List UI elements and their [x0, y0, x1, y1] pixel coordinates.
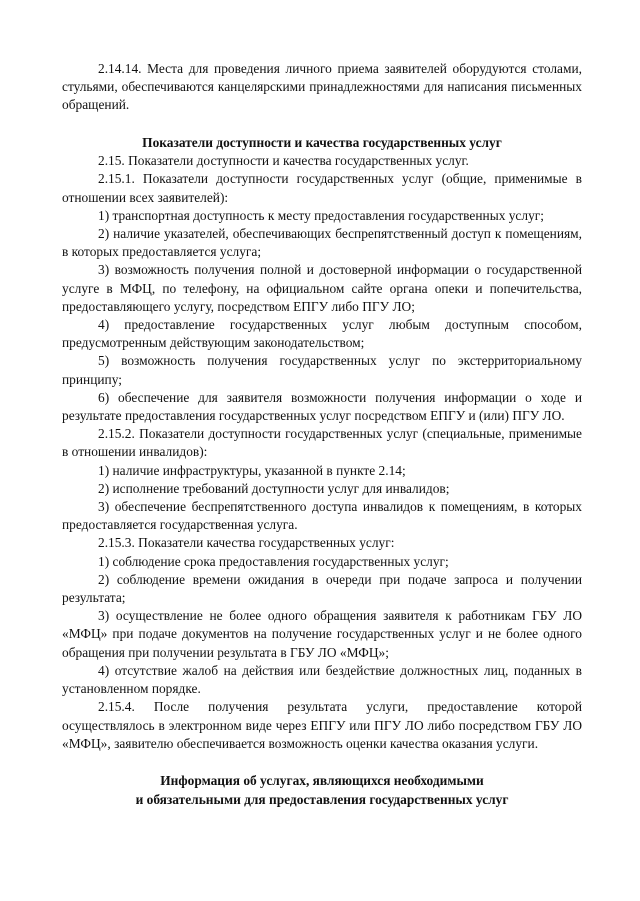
paragraph: 2.15.3. Показатели качества государственных услуг: [98, 535, 395, 551]
paragraph: 2.15.2. Показатели доступности государственных услуг (специальные, применимые в отношении инвалидов): [62, 426, 582, 460]
intro-block [62, 60, 582, 115]
list-item: 2) наличие указателей, обеспечивающих беспрепятственный доступ к помещениям, в которых предоставляется услуга; [62, 226, 582, 260]
section-required-services [62, 772, 582, 809]
list-item: 3) возможность получения полной и достоверной информации о государственной услуге в МФЦ, по телефону, на официальном сайте органа опеки и попечительства, предоставляющего услугу, посредством ЕПГУ либо ПГУ ЛО; [62, 262, 582, 314]
list-item: 2) соблюдение времени ожидания в очереди при подаче запроса и получении результата; [62, 571, 582, 606]
list-item: 6) обеспечение для заявителя возможности получения информации о ходе и результате предоставления государственных услуг посредством ЕПГУ и (или) ПГУ ЛО. [62, 389, 582, 424]
paragraph: 2.15.1. Показатели доступности государственных услуг (общие, применимые в отношении всех заявителей): [62, 171, 582, 205]
list-item: 3) осуществление не более одного обращения заявителя к работникам ГБУ ЛО «МФЦ» при подаче документов на получение государственных услуг и не более одного обращения при получении результата в ГБУ ЛО «МФЦ»; [62, 608, 582, 660]
section-heading-line-1: Информация об услугах, являющихся необходимыми [160, 773, 484, 788]
list-item: 5) возможность получения государственных услуг по экстерриториальному принципу; [62, 353, 582, 387]
list-item: 2) исполнение требований доступности услуг для инвалидов; [98, 480, 450, 496]
section-heading-accessibility: Показатели доступности и качества государственных услуг [142, 135, 502, 150]
paragraph: 2.15. Показатели доступности и качества государственных услуг. [98, 153, 469, 169]
paragraph-2-14-14: 2.14.14. Места для проведения личного приема заявителей оборудуются столами, стульями, обеспечиваются канцелярскими принадлежностями для написания письменных обращений. [62, 61, 582, 113]
section-heading-line-2: и обязательными для предоставления государственных услуг [135, 791, 509, 807]
list-item: 1) транспортная доступность к месту предоставления государственных услуг; [98, 207, 544, 223]
list-item: 3) обеспечение беспрепятственного доступа инвалидов к помещениям, в которых предоставляется государственная услуга. [62, 499, 582, 533]
paragraph: 2.15.4. После получения результата услуги, предоставление которой осуществлялось в электронном виде через ЕПГУ или ПГУ ЛО либо посредством ГБУ ЛО «МФЦ», заявителю обеспечивается возможность оценки качества оказания услуги. [62, 699, 582, 751]
list-item: 1) наличие инфраструктуры, указанной в пункте 2.14; [98, 462, 406, 478]
list-item: 4) отсутствие жалоб на действия или бездействие должностных лиц, поданных в установленном порядке. [62, 662, 582, 697]
list-item: 1) соблюдение срока предоставления государственных услуг; [98, 553, 449, 569]
section-accessibility-quality [62, 134, 582, 753]
list-item: 4) предоставление государственных услуг любым доступным способом, предусмотренным действующим законодательством; [62, 317, 582, 351]
